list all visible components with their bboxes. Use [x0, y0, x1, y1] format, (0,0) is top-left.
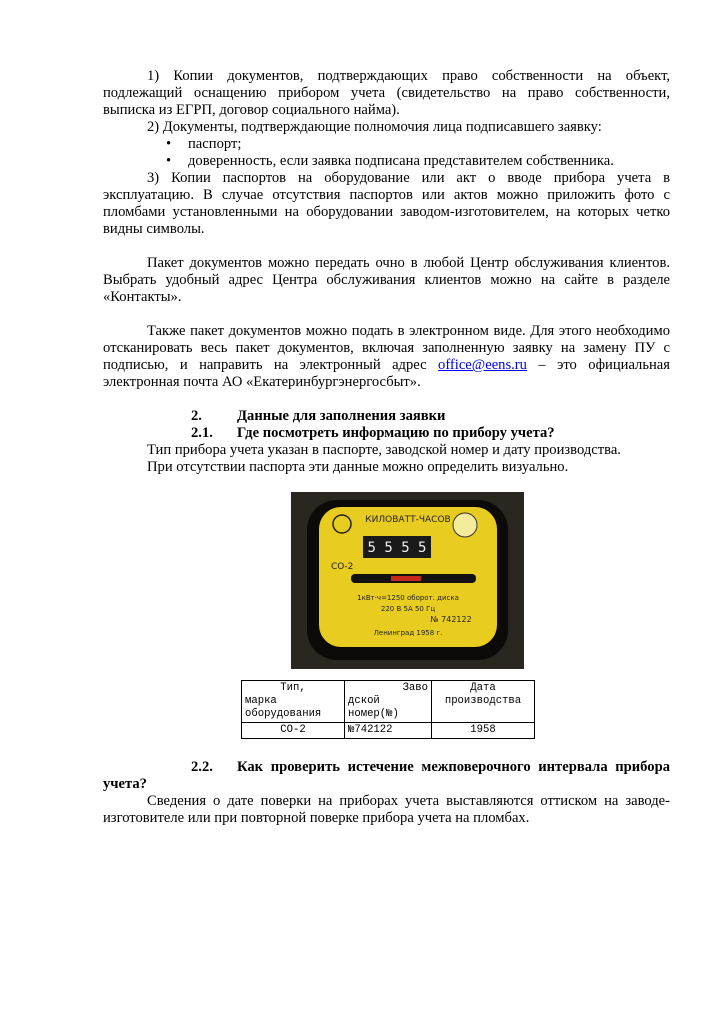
doc-item-2: 2) Документы, подтверждающие полномочия лица подписавшего заявку:	[147, 119, 602, 135]
table-cell-year: 1958	[432, 723, 535, 739]
meter-label-type: СО-2	[331, 562, 354, 572]
section-heading-2-2-cont: учета?	[103, 776, 147, 792]
table-row	[242, 723, 535, 739]
table-header-row	[242, 681, 535, 723]
info-line-2: При отсутствии паспорта эти данные можно определить визуально.	[147, 459, 569, 475]
table-header-cell: Заво дской номер(№)	[345, 681, 432, 723]
office-paragraph: Пакет документов можно передать очно в любой Центр обслуживания клиентов. Выбрать удобный адрес Центра обслуживания клиентов можно на сайте в разделе «Контакты».	[103, 255, 670, 305]
email-link[interactable]: office@eens.ru	[438, 357, 527, 373]
table-header-cell: Тип, марка оборудования	[242, 681, 345, 723]
doc-item-3: 3) Копии паспортов на оборудование или акт о вводе прибора учета в эксплуатацию. В случае отсутствия паспортов или актов можно приложить фото с пломбами установленными на оборудовании заводом-изготовителем, на которых четко видны символы.	[103, 170, 670, 237]
meter-label-city: Ленинград 1958 г.	[373, 629, 443, 637]
bullet-icon: •	[166, 136, 172, 152]
bullet-text: паспорт;	[188, 136, 242, 152]
meter-photo	[291, 492, 524, 669]
bullet-item	[103, 136, 670, 153]
table-cell-type: СО-2	[242, 723, 345, 739]
meter-label-num: № 742122	[430, 615, 472, 624]
meter-digits: 5 5 5 5	[367, 540, 427, 556]
meter-label-rate: 1кВт·ч=1250 оборот. диска	[357, 594, 459, 602]
table-header-cell: Дата производства	[432, 681, 535, 723]
verification-paragraph: Сведения о дате поверки на приборах учета выставляются оттиском на заводе-изготовителе или при повторной поверке прибора учета на пломбах.	[103, 793, 670, 826]
meter-data-table	[241, 680, 535, 739]
bullet-text: доверенность, если заявка подписана представителем собственника.	[188, 153, 614, 169]
bullet-icon: •	[166, 153, 172, 169]
meter-photo-svg	[291, 492, 524, 669]
doc-item-1: 1) Копии документов, подтверждающих право собственности на объект, подлежащий оснащению прибором учета (свидетельство на право собственности, выписка из ЕГРП, договор социального найма).	[103, 68, 670, 118]
document-page	[103, 68, 670, 827]
section-heading-2-1: 2.1. Где посмотреть информацию по прибору учета?	[191, 425, 555, 441]
bullet-item	[103, 153, 670, 170]
meter-label-top: КИЛОВАТТ-ЧАСОВ	[365, 515, 451, 525]
meter-label-spec: 220 В 5А 50 Гц	[380, 605, 436, 613]
section-heading-2: 2. Данные для заполнения заявки	[191, 408, 446, 424]
section-heading-2-2: 2.2. Как проверить истечение межповерочного интервала прибора	[191, 759, 670, 775]
info-line-1: Тип прибора учета указан в паспорте, заводской номер и дату производства.	[147, 442, 621, 458]
table-cell-number: №742122	[345, 723, 432, 739]
email-paragraph: Также пакет документов можно подать в электронном виде. Для этого необходимо отсканировать весь пакет документов, включая заполненную заявку на замену ПУ с подписью, и направить на электронный адрес office@eens.ru – это официальная электронная почта АО «Екатеринбургэнергосбыт».	[103, 323, 670, 390]
